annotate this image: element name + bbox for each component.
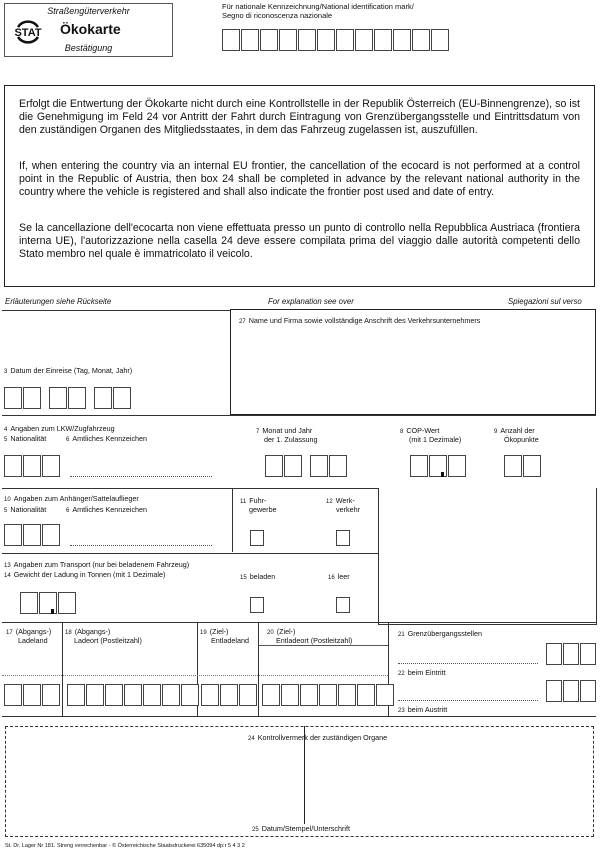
nationality-cell[interactable] bbox=[4, 455, 22, 477]
trailer-plate-label: 6 Amtliches Kennzeichen bbox=[66, 505, 148, 514]
nationality-cell[interactable] bbox=[42, 524, 60, 546]
day-cell[interactable] bbox=[4, 387, 22, 409]
month-cell[interactable] bbox=[284, 455, 302, 477]
field-23-label: 23 beim Austritt bbox=[398, 705, 448, 714]
cop-cell[interactable] bbox=[448, 455, 466, 477]
truck-nationality-cells[interactable] bbox=[4, 455, 61, 477]
registration-date-cells[interactable] bbox=[265, 455, 348, 477]
exit-frontier-input[interactable] bbox=[398, 700, 538, 701]
postcode-cell[interactable] bbox=[67, 684, 85, 706]
field-8-label-2: (mit 1 Dezimale) bbox=[409, 435, 462, 444]
form-subtitle: Bestätigung bbox=[64, 43, 113, 53]
field-9-label: 9 Anzahl der bbox=[494, 426, 535, 435]
field-3-label: 3 Datum der Einreise (Tag, Monat, Jahr) bbox=[4, 366, 133, 375]
svg-text:STAT: STAT bbox=[14, 27, 42, 39]
postcode-cell[interactable] bbox=[281, 684, 299, 706]
country-cell[interactable] bbox=[23, 684, 41, 706]
field-24-label: 24 Kontrollvermerk der zuständigen Organe bbox=[248, 733, 388, 742]
route-divider-19 bbox=[258, 622, 259, 716]
exit-frontier-cells[interactable] bbox=[546, 680, 597, 702]
load-weight-cells[interactable] bbox=[20, 592, 77, 614]
explanation-de: Erläuterungen siehe Rückseite bbox=[5, 297, 112, 306]
notice-de: Erfolgt die Entwertung der Ökokarte nicht durch eine Kontrollstelle in der Republik Österreich (EU-Binnengrenze), so ist die Genehmigung im Feld 24 vor Antritt der Fahrt durch Eintragung von Grenzübergangsstelle und Eintrittsdatum von den zuständigen Organen des Mitgliedsstaates, in dem das Fahrzeug zugelassen ist, auszufüllen. bbox=[19, 98, 580, 137]
explanation-en: For explanation see over bbox=[268, 297, 354, 306]
country-cell[interactable] bbox=[4, 684, 22, 706]
entry-frontier-input[interactable] bbox=[398, 663, 538, 664]
field-10-label: 10 Angaben zum Anhänger/Sattelauflieger bbox=[4, 494, 139, 503]
field-17-label: 17 (Abgangs-) bbox=[6, 627, 52, 636]
field-11-label: 11 Fuhr- bbox=[240, 496, 267, 505]
nationality-cell[interactable] bbox=[42, 455, 60, 477]
field-19-label-2: Entladeland bbox=[211, 636, 249, 645]
header-title-box bbox=[4, 3, 173, 57]
national-mark-cell[interactable] bbox=[431, 29, 449, 51]
national-mark-cell[interactable] bbox=[279, 29, 297, 51]
postcode-cell[interactable] bbox=[376, 684, 394, 706]
control-stamp-box[interactable] bbox=[5, 726, 594, 837]
year-cell[interactable] bbox=[94, 387, 112, 409]
day-cell[interactable] bbox=[23, 387, 41, 409]
own-account-checkbox[interactable] bbox=[336, 530, 350, 546]
country-cell[interactable] bbox=[239, 684, 257, 706]
month-cell[interactable] bbox=[49, 387, 67, 409]
field-20-label-2: Entladeort (Postleitzahl) bbox=[276, 636, 353, 645]
national-mark-cell[interactable] bbox=[298, 29, 316, 51]
country-cell[interactable] bbox=[42, 684, 60, 706]
frontier-cell[interactable] bbox=[546, 680, 562, 702]
postcode-cell[interactable] bbox=[338, 684, 356, 706]
destination-postcode-cells[interactable] bbox=[262, 684, 395, 706]
field-21-label: 21 Grenzübergangsstellen bbox=[398, 629, 483, 638]
national-mark-cell[interactable] bbox=[374, 29, 392, 51]
postcode-cell[interactable] bbox=[86, 684, 104, 706]
national-mark-label-2: Segno di riconoscenza nazionale bbox=[222, 11, 333, 20]
notice-box bbox=[4, 85, 595, 287]
right-column-frame bbox=[378, 488, 597, 625]
country-cell[interactable] bbox=[201, 684, 219, 706]
decimal-point-marker bbox=[51, 609, 54, 614]
nationality-cell[interactable] bbox=[23, 524, 41, 546]
ecopoints-cells[interactable] bbox=[504, 455, 542, 477]
cop-value-cells[interactable] bbox=[410, 455, 467, 477]
destination-country-cells[interactable] bbox=[201, 684, 258, 706]
field-14-label: 14 Gewicht der Ladung in Tonnen (mit 1 Dezimale) bbox=[4, 570, 166, 579]
truck-plate-input[interactable] bbox=[70, 476, 212, 477]
route-header-rule bbox=[258, 645, 388, 646]
form-title: Ökokarte bbox=[60, 21, 121, 37]
commercial-haulage-checkbox[interactable] bbox=[250, 530, 264, 546]
field-12-label-2: verkehr bbox=[336, 505, 360, 514]
notice-it: Se la cancellazione dell'ecocarta non viene effettuata presso un punto di controllo nella Repubblica Austriaca (frontiera interna UE), l'autorizzazione nella casella 24 deve essere compilata prima del viaggio dalle autorità competenti dello Stato membro nel quale è immatricolato il veicolo. bbox=[19, 222, 580, 261]
postcode-cell[interactable] bbox=[105, 684, 123, 706]
field-22-label: 22 beim Eintritt bbox=[398, 668, 446, 677]
field-5-label: 5 Nationalität bbox=[4, 434, 47, 443]
field-6-label: 6 Amtliches Kennzeichen bbox=[66, 434, 148, 443]
frontier-cell[interactable] bbox=[580, 680, 596, 702]
field-25-label: 25 Datum/Stempel/Unterschrift bbox=[252, 824, 350, 833]
field-9-label-2: Ökopunkte bbox=[504, 435, 539, 444]
explanation-it: Spiegazioni sul verso bbox=[508, 297, 582, 306]
postcode-cell[interactable] bbox=[181, 684, 199, 706]
route-mid-rule bbox=[2, 675, 388, 676]
route-bottom bbox=[2, 716, 596, 717]
category-label: Straßengüterverkehr bbox=[47, 6, 130, 16]
national-mark-cell[interactable] bbox=[412, 29, 430, 51]
year-cell[interactable] bbox=[310, 455, 328, 477]
postcode-cell[interactable] bbox=[357, 684, 375, 706]
field-7-label-2: der 1. Zulassung bbox=[264, 435, 318, 444]
trailer-nationality-cells[interactable] bbox=[4, 524, 61, 546]
empty-checkbox[interactable] bbox=[336, 597, 350, 613]
weight-cell[interactable] bbox=[39, 592, 57, 614]
national-mark-cells[interactable] bbox=[222, 29, 450, 51]
national-mark-cell[interactable] bbox=[222, 29, 240, 51]
trailer-section bbox=[2, 488, 378, 489]
origin-postcode-cells[interactable] bbox=[67, 684, 200, 706]
postcode-cell[interactable] bbox=[124, 684, 142, 706]
national-mark-cell[interactable] bbox=[355, 29, 373, 51]
frontier-cell[interactable] bbox=[546, 643, 562, 665]
postcode-cell[interactable] bbox=[262, 684, 280, 706]
notice-en: If, when entering the country via an internal EU frontier, the cancellation of the ecocard is not performed at a control point in the Republic of Austria, then box 24 shall be completed in advance by the relevant national authority in the country where the vehicle is registered and shall also indicate the frontier post used and date of entry. bbox=[19, 160, 580, 199]
national-mark-cell[interactable] bbox=[317, 29, 335, 51]
trailer-right-edge bbox=[378, 488, 379, 624]
postcode-cell[interactable] bbox=[143, 684, 161, 706]
nationality-cell[interactable] bbox=[23, 455, 41, 477]
national-mark-cell[interactable] bbox=[260, 29, 278, 51]
country-cell[interactable] bbox=[220, 684, 238, 706]
frontier-cell[interactable] bbox=[563, 680, 579, 702]
year-cell[interactable] bbox=[329, 455, 347, 477]
loaded-checkbox[interactable] bbox=[250, 597, 264, 613]
origin-country-cells[interactable] bbox=[4, 684, 61, 706]
field-12-label: 12 Werk- bbox=[326, 496, 355, 505]
year-cell[interactable] bbox=[113, 387, 131, 409]
ecopoint-cell[interactable] bbox=[523, 455, 541, 477]
national-mark-label: Für nationale Kennzeichnung/National identification mark/ bbox=[222, 2, 414, 11]
ecopoint-cell[interactable] bbox=[504, 455, 522, 477]
field-16-label: 16 leer bbox=[328, 572, 350, 581]
field-13-label: 13 Angaben zum Transport (nur bei beladenem Fahrzeug) bbox=[4, 560, 190, 569]
divider bbox=[2, 415, 596, 416]
national-mark-cell[interactable] bbox=[393, 29, 411, 51]
postcode-cell[interactable] bbox=[300, 684, 318, 706]
field-11-label-2: gewerbe bbox=[249, 505, 277, 514]
stat-logo-icon bbox=[10, 19, 46, 45]
frontier-cell[interactable] bbox=[563, 643, 579, 665]
entry-frontier-cells[interactable] bbox=[546, 643, 597, 665]
decimal-point-marker bbox=[441, 472, 444, 477]
trailer-nationality-label: 5 Nationalität bbox=[4, 505, 47, 514]
field-18-label: 18 (Abgangs-) bbox=[65, 627, 111, 636]
field-15-label: 15 beladen bbox=[240, 572, 276, 581]
field-17-label-2: Ladeland bbox=[18, 636, 48, 645]
form-top-rule bbox=[2, 310, 230, 311]
field-8-label: 8 COP-Wert bbox=[400, 426, 440, 435]
postcode-cell[interactable] bbox=[319, 684, 337, 706]
weight-cell[interactable] bbox=[20, 592, 38, 614]
print-footer: St. Dr. Lager Nr 181. Streng verrechenbar - © Österreichische Staatsdruckerei 635094 dp:r 5 4 3 2 bbox=[5, 843, 245, 849]
field-19-label: 19 (Ziel-) bbox=[200, 627, 229, 636]
national-mark-cell[interactable] bbox=[241, 29, 259, 51]
trailer-divider bbox=[232, 488, 233, 552]
month-cell[interactable] bbox=[265, 455, 283, 477]
transport-section bbox=[2, 553, 378, 554]
field-18-label-2: Ladeort (Postleitzahl) bbox=[74, 636, 142, 645]
field-4-label: 4 Angaben zum LKW/Zugfahrzeug bbox=[4, 424, 115, 433]
stamp-divider bbox=[304, 726, 305, 824]
nationality-cell[interactable] bbox=[4, 524, 22, 546]
route-section bbox=[2, 622, 596, 623]
national-mark-cell[interactable] bbox=[336, 29, 354, 51]
weight-cell[interactable] bbox=[58, 592, 76, 614]
postcode-cell[interactable] bbox=[162, 684, 180, 706]
route-divider-17 bbox=[62, 622, 63, 716]
field-27-box[interactable] bbox=[230, 309, 596, 415]
frontier-cell[interactable] bbox=[580, 643, 596, 665]
field-3-date-cells[interactable] bbox=[4, 387, 132, 409]
trailer-plate-input[interactable] bbox=[70, 545, 212, 546]
cop-cell[interactable] bbox=[410, 455, 428, 477]
month-cell[interactable] bbox=[68, 387, 86, 409]
field-7-label: 7 Monat und Jahr bbox=[256, 426, 313, 435]
cop-cell[interactable] bbox=[429, 455, 447, 477]
field-20-label: 20 (Ziel-) bbox=[267, 627, 296, 636]
field-27-label: 27 Name und Firma sowie vollständige Anschrift des Verkehrsunternehmers bbox=[239, 316, 481, 325]
